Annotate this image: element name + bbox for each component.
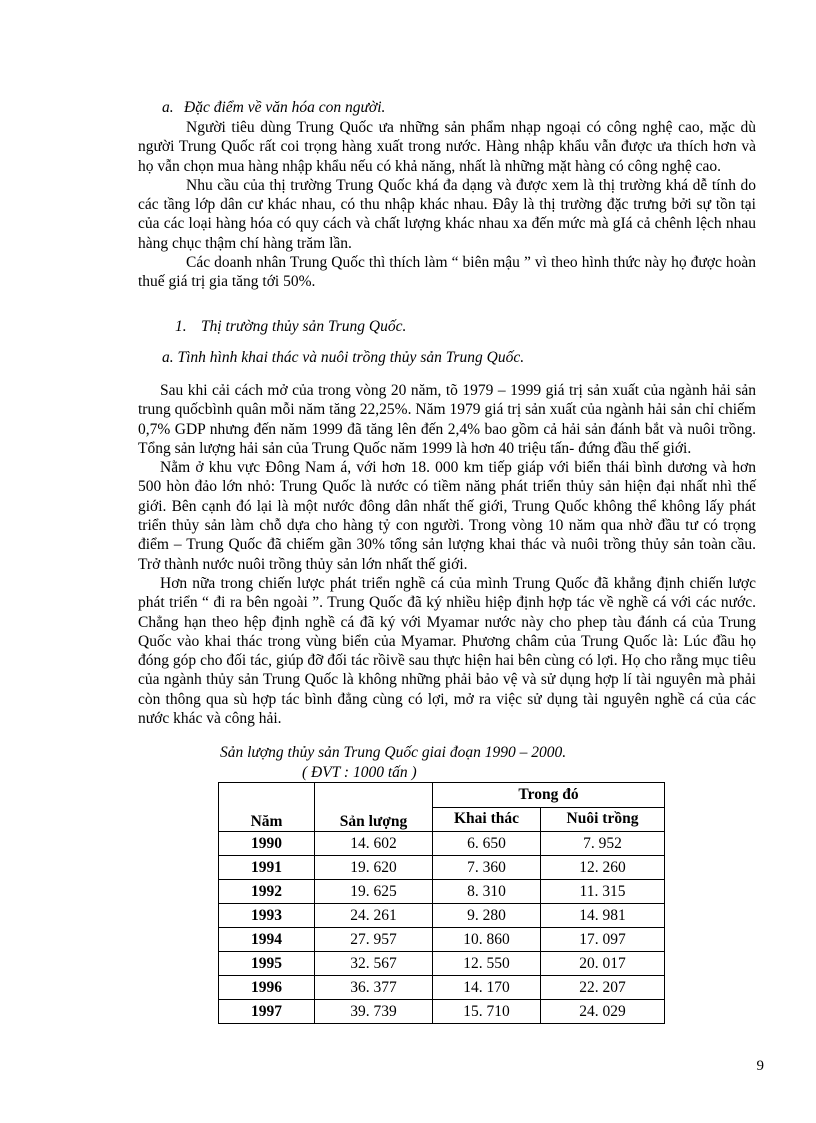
cell-total: 19. 620 xyxy=(315,856,433,880)
section-1-label: 1. xyxy=(175,318,187,335)
cell-year: 1995 xyxy=(219,952,315,976)
cell-aquaculture: 24. 029 xyxy=(541,1000,665,1024)
paragraph: Nằm ở khu vực Đông Nam á, với hơn 18. 000 km tiếp giáp với biển thái bình dương và hơn 500 hòn đảo lớn nhỏ: Trung Quốc là nước có tiềm năng phát triển thủy sản hiện đại nhất nhì thế giới. Bên cạnh đó lại là một nước đông dân nhất thế giới, Trung Quốc không thể không lấy phát triển thủy sản làm chỗ dựa cho hàng tỷ con người. Trong vòng 10 năm qua nhờ đầu tư có trọng điểm – Trung Quốc đã chiếm gần 30% tổng sản lượng khai thác và nuôi trồng thủy sản toàn cầu. Trở thành nước nuôi trồng thủy sản lớn nhất thế giới. xyxy=(138,459,756,573)
page-number: 9 xyxy=(756,1058,764,1074)
section-1a-heading xyxy=(162,349,524,367)
cell-aquaculture: 12. 260 xyxy=(541,856,665,880)
production-table xyxy=(218,782,665,1024)
paragraph: Người tiêu dùng Trung Quốc ưa những sản phẩm nhạp ngoại có công nghệ cao, mặc dù người Trung Quốc rất coi trọng hàng xuất trong nước. Hàng nhập khẩu vẫn được ưa thích hơn và họ vẫn chọn mua hàng nhập khẩu nếu có khả năng, nhất là những mặt hàng có công nghệ cao. xyxy=(138,119,756,175)
cell-total: 19. 625 xyxy=(315,880,433,904)
paragraph: Các doanh nhân Trung Quốc thì thích làm “ biên mậu ” vì theo hình thức này họ được hoàn thuế giá trị gia tăng tới 50%. xyxy=(138,254,756,291)
paragraph: Hơn nữa trong chiến lược phát triển nghề cá của mình Trung Quốc đã khẳng định chiến lược phát triển “ đi ra bên ngoài ”. Trung Quốc đã ký nhiều hiệp định hợp tác về nghề cá với các nước. Chẳng hạn theo hệp định nghề cá đã ký với Myamar nước này cho phep tàu đánh cá của Trung Quốc vào khai thác trong vùng biển của Myamar. Phương châm của Trung Quốc là: Lúc đầu họ đóng góp cho đối tác, giúp đỡ đối tác rồivề sau thực hiện hai bên cùng có lợi. Họ cho rằng mục tiêu của ngành thủy sản Trung Quốc là không những phải bảo vệ và sử dụng hợp lí tài nguyên mà phải còn thông qua sù hợp tác bình đẳng cùng có lợi, mở ra việc sử dụng tài nguyên nghề cá của các nước khác và công hải. xyxy=(138,574,756,728)
table-row xyxy=(219,856,665,880)
section-1-title: Thị trường thủy sản Trung Quốc. xyxy=(201,318,407,335)
cell-year: 1994 xyxy=(219,928,315,952)
section-1a-title: a. Tình hình khai thác và nuôi trồng thủy sản Trung Quốc. xyxy=(162,349,525,366)
header-group: Trong đó xyxy=(433,783,665,808)
section-a-title: Đặc điểm về văn hóa con người. xyxy=(184,99,386,116)
table-row xyxy=(219,976,665,1000)
cell-capture: 10. 860 xyxy=(433,928,541,952)
cell-total: 27. 957 xyxy=(315,928,433,952)
cell-aquaculture: 22. 207 xyxy=(541,976,665,1000)
cell-capture: 7. 360 xyxy=(433,856,541,880)
header-total: Sản lượng xyxy=(315,783,433,832)
paragraph: Nhu cầu của thị trường Trung Quốc khá đa dạng và được xem là thị trường khá dễ tính do các tầng lớp dân cư khác nhau, có thu nhập khác nhau. Đây là thị trường đặc trưng bởi sự tồn tại của các loại hàng hóa có quy cách và chất lượng khác nhau xa đến mức mà gIá cả chênh lệch nhau hàng chục thậm chí hàng trăm lần. xyxy=(138,176,756,252)
cell-total: 36. 377 xyxy=(315,976,433,1000)
paragraph: Sau khi cải cách mở của trong vòng 20 năm, tõ 1979 – 1999 giá trị sản xuất của ngành hải sản trung quốcbình quân mỗi năm tăng 22,25%. Năm 1979 giá trị sản xuất của ngành hải sản chỉ chiếm 0,7% GDP nhưng đến năm 1999 đã tăng lên đến 2,4% bao gồm cả hải sản đánh bắt và nuôi trồng. Tổng sản lượng hải sản của Trung Quốc năm 1999 là hơn 40 triệu tấn- đứng đầu thế giới. xyxy=(138,382,756,457)
cell-capture: 6. 650 xyxy=(433,832,541,856)
cell-capture: 8. 310 xyxy=(433,880,541,904)
cell-aquaculture: 11. 315 xyxy=(541,880,665,904)
header-year: Năm xyxy=(219,783,315,832)
cell-aquaculture: 20. 017 xyxy=(541,952,665,976)
section-a-label: a. xyxy=(162,99,174,116)
cell-year: 1996 xyxy=(219,976,315,1000)
table-unit: ( ĐVT : 1000 tấn ) xyxy=(302,764,417,781)
table-row xyxy=(219,928,665,952)
table-row xyxy=(219,832,665,856)
cell-year: 1991 xyxy=(219,856,315,880)
cell-aquaculture: 14. 981 xyxy=(541,904,665,928)
cell-year: 1993 xyxy=(219,904,315,928)
header-aquaculture: Nuôi trồng xyxy=(541,807,665,832)
section-1a-body xyxy=(138,381,756,728)
table-caption: Sản lượng thủy sản Trung Quốc giai đoạn 1990 – 2000. xyxy=(220,744,567,761)
cell-year: 1990 xyxy=(219,832,315,856)
cell-total: 39. 739 xyxy=(315,1000,433,1024)
cell-capture: 12. 550 xyxy=(433,952,541,976)
section-1-heading xyxy=(175,318,406,336)
table-row xyxy=(219,1000,665,1024)
header-capture: Khai thác xyxy=(433,807,541,832)
cell-total: 24. 261 xyxy=(315,904,433,928)
cell-capture: 9. 280 xyxy=(433,904,541,928)
section-a-body xyxy=(138,118,756,292)
table-row xyxy=(219,904,665,928)
cell-aquaculture: 17. 097 xyxy=(541,928,665,952)
cell-total: 14. 602 xyxy=(315,832,433,856)
table-row xyxy=(219,880,665,904)
cell-aquaculture: 7. 952 xyxy=(541,832,665,856)
cell-year: 1992 xyxy=(219,880,315,904)
cell-capture: 14. 170 xyxy=(433,976,541,1000)
table-row xyxy=(219,952,665,976)
cell-capture: 15. 710 xyxy=(433,1000,541,1024)
section-a-heading xyxy=(162,99,385,117)
cell-year: 1997 xyxy=(219,1000,315,1024)
cell-total: 32. 567 xyxy=(315,952,433,976)
